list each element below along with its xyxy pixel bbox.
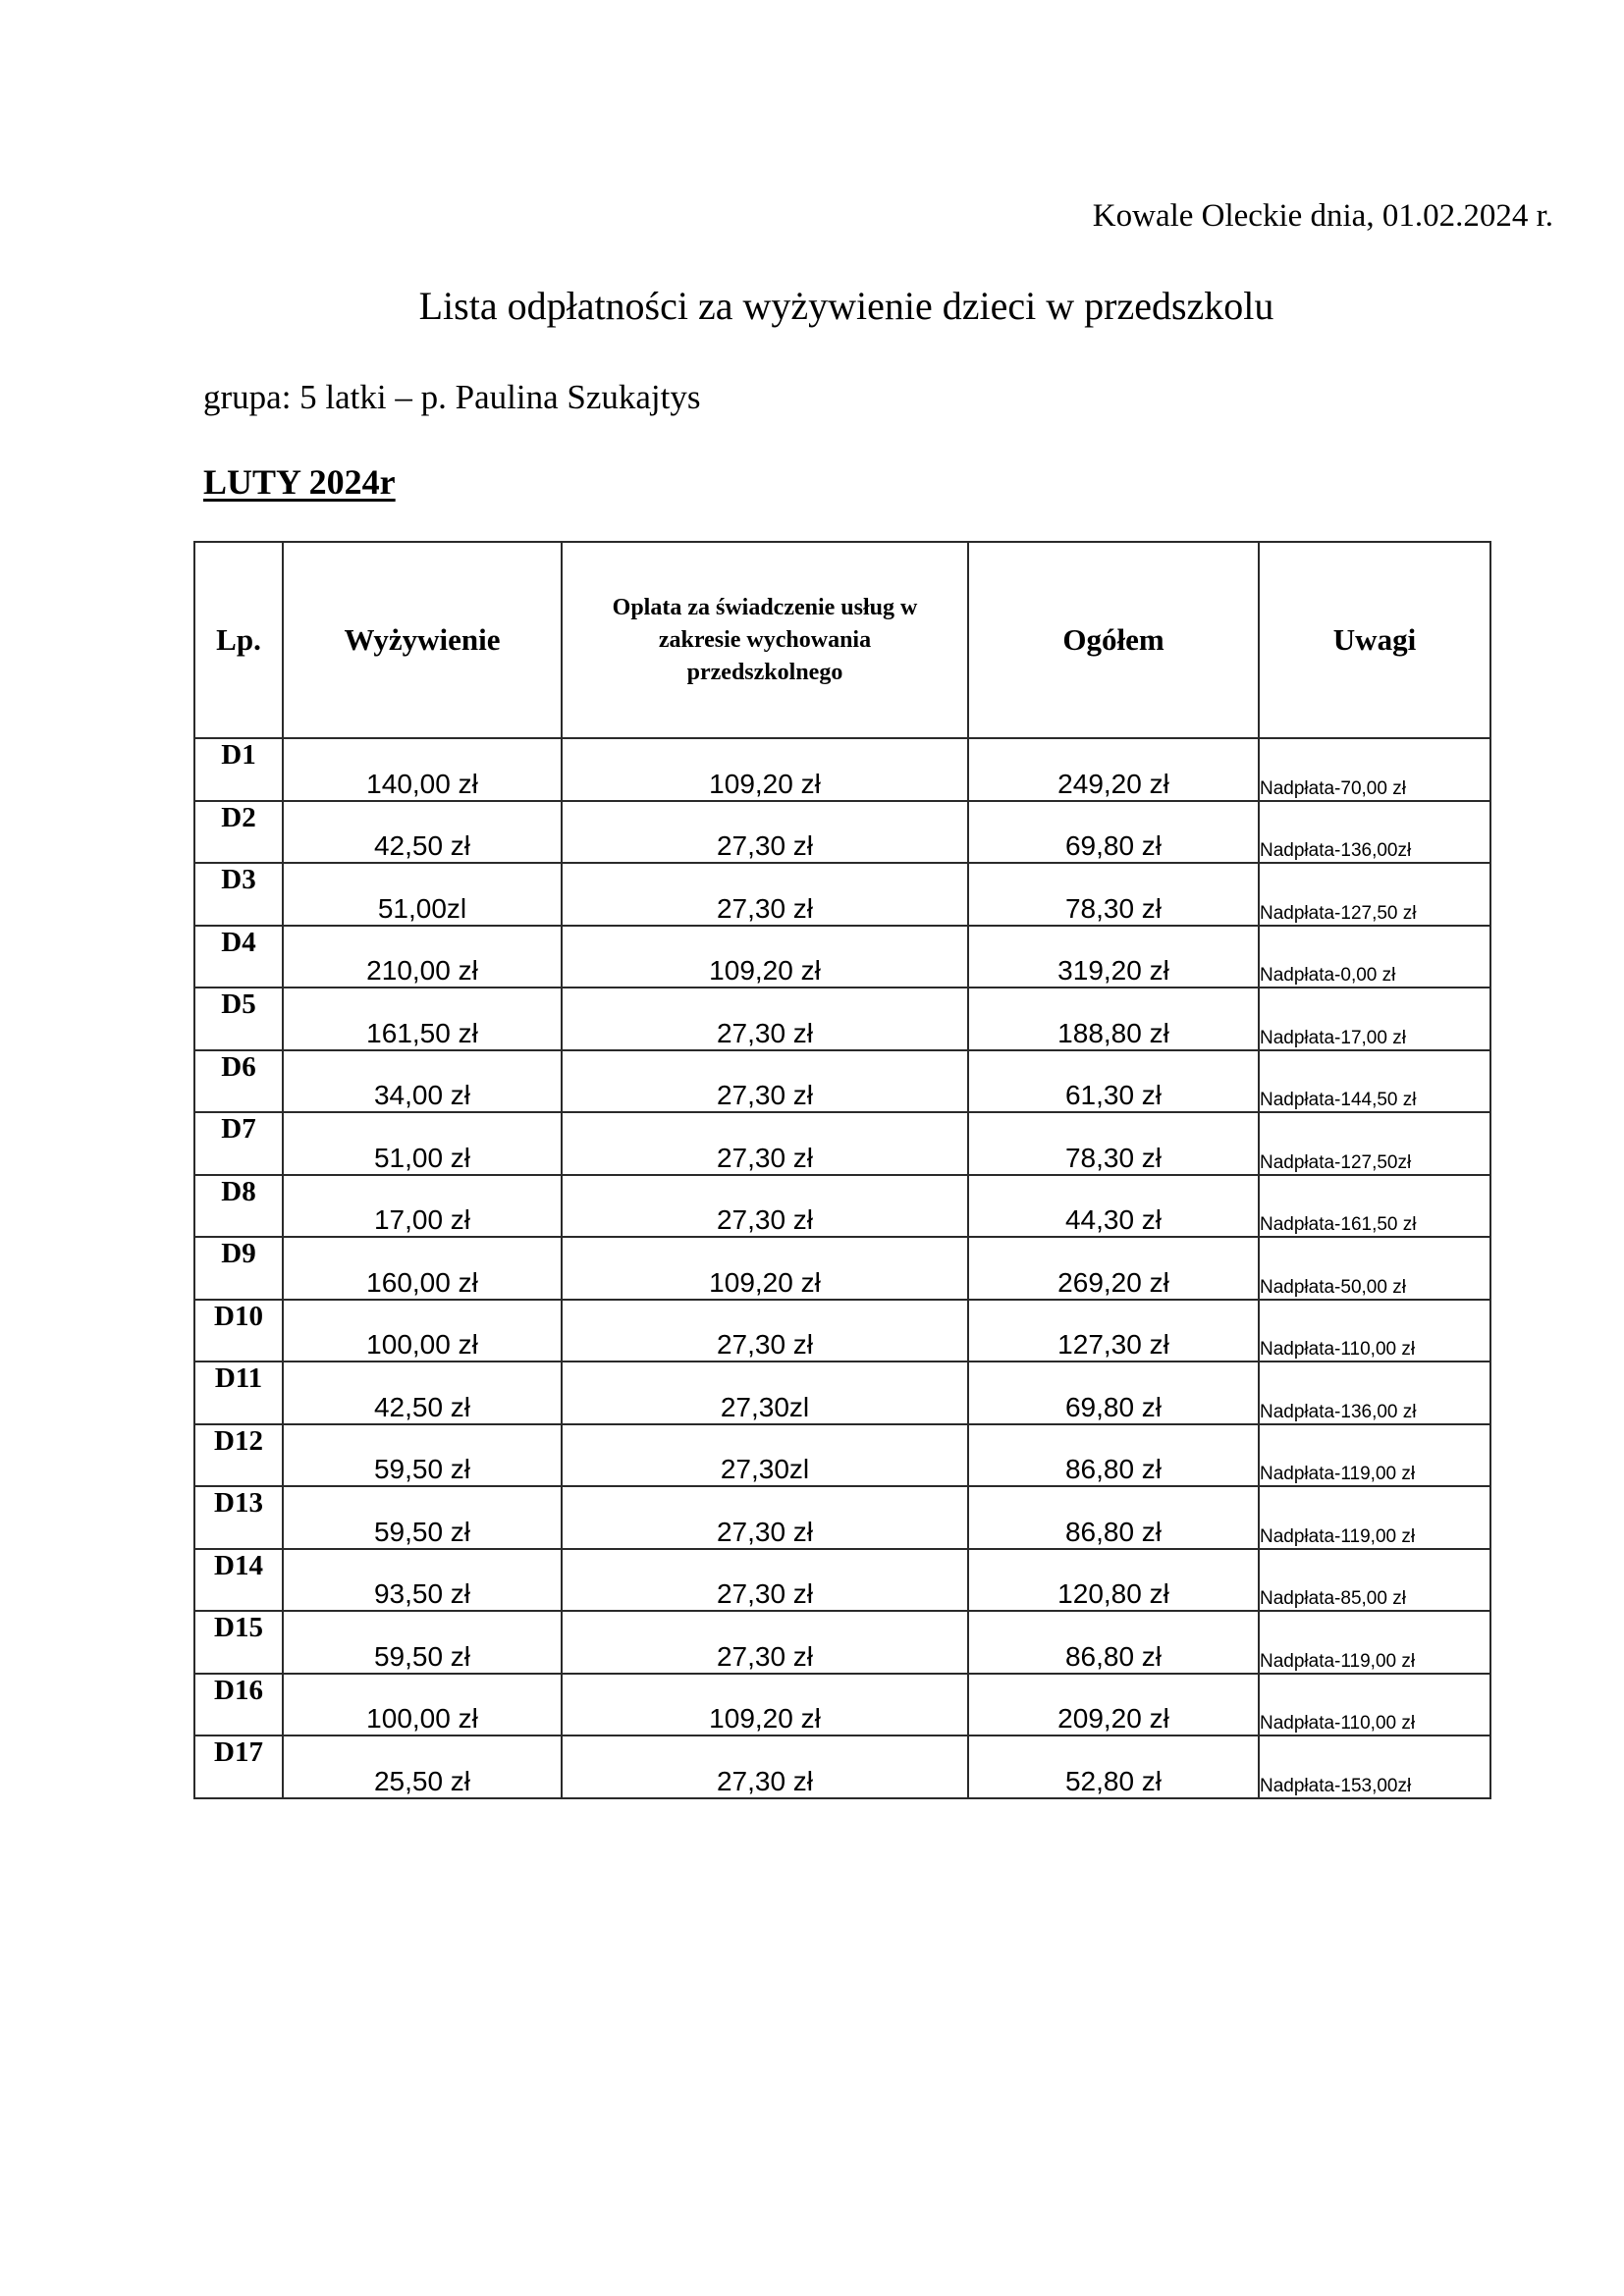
- cell-total-cost: 209,20 zł: [968, 1674, 1259, 1736]
- cell-row-id: D11: [194, 1362, 283, 1424]
- cell-preschool-fee: 109,20 zł: [562, 926, 968, 988]
- table-header-row: [194, 542, 1490, 738]
- table-row: [194, 1424, 1490, 1487]
- cell-food-cost: 100,00 zł: [283, 1674, 562, 1736]
- cell-preschool-fee: 27,30 zł: [562, 1549, 968, 1612]
- table-row: [194, 1549, 1490, 1612]
- cell-preschool-fee: 27,30 zł: [562, 1735, 968, 1798]
- cell-preschool-fee: 27,30 zł: [562, 1486, 968, 1549]
- table-row: [194, 1486, 1490, 1549]
- cell-food-cost: 42,50 zł: [283, 801, 562, 864]
- cell-notes: Nadpłata-17,00 zł: [1259, 988, 1490, 1050]
- cell-notes: Nadpłata-153,00zł: [1259, 1735, 1490, 1798]
- cell-total-cost: 52,80 zł: [968, 1735, 1259, 1798]
- cell-row-id: D4: [194, 926, 283, 988]
- cell-notes: Nadpłata-119,00 zł: [1259, 1424, 1490, 1487]
- cell-total-cost: 78,30 zł: [968, 863, 1259, 926]
- table-row: [194, 801, 1490, 864]
- table-row: [194, 1611, 1490, 1674]
- cell-food-cost: 210,00 zł: [283, 926, 562, 988]
- table-row: [194, 926, 1490, 988]
- cell-row-id: D5: [194, 988, 283, 1050]
- column-header-notes: Uwagi: [1259, 542, 1490, 738]
- cell-row-id: D3: [194, 863, 283, 926]
- table-row: [194, 1362, 1490, 1424]
- cell-row-id: D9: [194, 1237, 283, 1300]
- cell-total-cost: 69,80 zł: [968, 1362, 1259, 1424]
- cell-total-cost: 269,20 zł: [968, 1237, 1259, 1300]
- cell-notes: Nadpłata-127,50 zł: [1259, 863, 1490, 926]
- cell-total-cost: 44,30 zł: [968, 1175, 1259, 1238]
- cell-food-cost: 59,50 zł: [283, 1424, 562, 1487]
- cell-row-id: D17: [194, 1735, 283, 1798]
- cell-food-cost: 59,50 zł: [283, 1611, 562, 1674]
- cell-preschool-fee: 27,30 zł: [562, 988, 968, 1050]
- cell-preschool-fee: 27,30zl: [562, 1424, 968, 1487]
- cell-row-id: D7: [194, 1112, 283, 1175]
- cell-notes: Nadpłata-119,00 zł: [1259, 1611, 1490, 1674]
- cell-notes: Nadpłata-85,00 zł: [1259, 1549, 1490, 1612]
- table-row: [194, 1300, 1490, 1362]
- table-row: [194, 1175, 1490, 1238]
- cell-total-cost: 78,30 zł: [968, 1112, 1259, 1175]
- cell-notes: Nadpłata-144,50 zł: [1259, 1050, 1490, 1113]
- cell-total-cost: 69,80 zł: [968, 801, 1259, 864]
- column-header-fee: Oplata za świadczenie usług w zakresie wychowania przedszkolnego: [562, 542, 968, 738]
- cell-total-cost: 188,80 zł: [968, 988, 1259, 1050]
- cell-row-id: D16: [194, 1674, 283, 1736]
- cell-food-cost: 17,00 zł: [283, 1175, 562, 1238]
- column-header-food: Wyżywienie: [283, 542, 562, 738]
- place-and-date: Kowale Oleckie dnia, 01.02.2024 r.: [1092, 198, 1553, 234]
- cell-total-cost: 127,30 zł: [968, 1300, 1259, 1362]
- cell-total-cost: 86,80 zł: [968, 1486, 1259, 1549]
- cell-row-id: D14: [194, 1549, 283, 1612]
- cell-total-cost: 86,80 zł: [968, 1611, 1259, 1674]
- cell-row-id: D15: [194, 1611, 283, 1674]
- table-row: [194, 1237, 1490, 1300]
- cell-preschool-fee: 27,30 zł: [562, 1300, 968, 1362]
- cell-notes: Nadpłata-119,00 zł: [1259, 1486, 1490, 1549]
- cell-total-cost: 120,80 zł: [968, 1549, 1259, 1612]
- cell-notes: Nadpłata-161,50 zł: [1259, 1175, 1490, 1238]
- table-row: [194, 1674, 1490, 1736]
- cell-notes: Nadpłata-136,00 zł: [1259, 1362, 1490, 1424]
- cell-food-cost: 59,50 zł: [283, 1486, 562, 1549]
- cell-preschool-fee: 27,30 zł: [562, 863, 968, 926]
- cell-notes: Nadpłata-0,00 zł: [1259, 926, 1490, 988]
- table-row: [194, 863, 1490, 926]
- cell-row-id: D8: [194, 1175, 283, 1238]
- cell-preschool-fee: 27,30zl: [562, 1362, 968, 1424]
- cell-preschool-fee: 27,30 zł: [562, 1112, 968, 1175]
- fees-table: [193, 541, 1491, 1799]
- cell-food-cost: 51,00 zł: [283, 1112, 562, 1175]
- table-row: [194, 1050, 1490, 1113]
- cell-food-cost: 160,00 zł: [283, 1237, 562, 1300]
- cell-preschool-fee: 27,30 zł: [562, 1175, 968, 1238]
- cell-food-cost: 51,00zl: [283, 863, 562, 926]
- cell-preschool-fee: 109,20 zł: [562, 1674, 968, 1736]
- cell-total-cost: 319,20 zł: [968, 926, 1259, 988]
- cell-notes: Nadpłata-110,00 zł: [1259, 1300, 1490, 1362]
- cell-row-id: D2: [194, 801, 283, 864]
- cell-notes: Nadpłata-110,00 zł: [1259, 1674, 1490, 1736]
- document-title: Lista odpłatności za wyżywienie dzieci w przedszkolu: [418, 284, 1274, 328]
- cell-total-cost: 61,30 zł: [968, 1050, 1259, 1113]
- column-header-total: Ogółem: [968, 542, 1259, 738]
- cell-food-cost: 25,50 zł: [283, 1735, 562, 1798]
- cell-food-cost: 100,00 zł: [283, 1300, 562, 1362]
- cell-row-id: D1: [194, 738, 283, 801]
- cell-total-cost: 86,80 zł: [968, 1424, 1259, 1487]
- cell-preschool-fee: 27,30 zł: [562, 801, 968, 864]
- cell-food-cost: 161,50 zł: [283, 988, 562, 1050]
- table-row: [194, 738, 1490, 801]
- cell-total-cost: 249,20 zł: [968, 738, 1259, 801]
- cell-preschool-fee: 109,20 zł: [562, 1237, 968, 1300]
- month-heading: LUTY 2024r: [203, 462, 396, 502]
- cell-notes: Nadpłata-136,00zł: [1259, 801, 1490, 864]
- column-header-lp: Lp.: [194, 542, 283, 738]
- cell-row-id: D10: [194, 1300, 283, 1362]
- cell-food-cost: 93,50 zł: [283, 1549, 562, 1612]
- table-row: [194, 1112, 1490, 1175]
- cell-notes: Nadpłata-70,00 zł: [1259, 738, 1490, 801]
- cell-food-cost: 42,50 zł: [283, 1362, 562, 1424]
- table-row: [194, 1735, 1490, 1798]
- cell-notes: Nadpłata-50,00 zł: [1259, 1237, 1490, 1300]
- cell-food-cost: 140,00 zł: [283, 738, 562, 801]
- cell-row-id: D12: [194, 1424, 283, 1487]
- group-info: grupa: 5 latki – p. Paulina Szukajtys: [203, 378, 701, 416]
- cell-preschool-fee: 27,30 zł: [562, 1611, 968, 1674]
- cell-row-id: D13: [194, 1486, 283, 1549]
- cell-preschool-fee: 27,30 zł: [562, 1050, 968, 1113]
- cell-row-id: D6: [194, 1050, 283, 1113]
- cell-notes: Nadpłata-127,50zł: [1259, 1112, 1490, 1175]
- table-row: [194, 988, 1490, 1050]
- cell-preschool-fee: 109,20 zł: [562, 738, 968, 801]
- cell-food-cost: 34,00 zł: [283, 1050, 562, 1113]
